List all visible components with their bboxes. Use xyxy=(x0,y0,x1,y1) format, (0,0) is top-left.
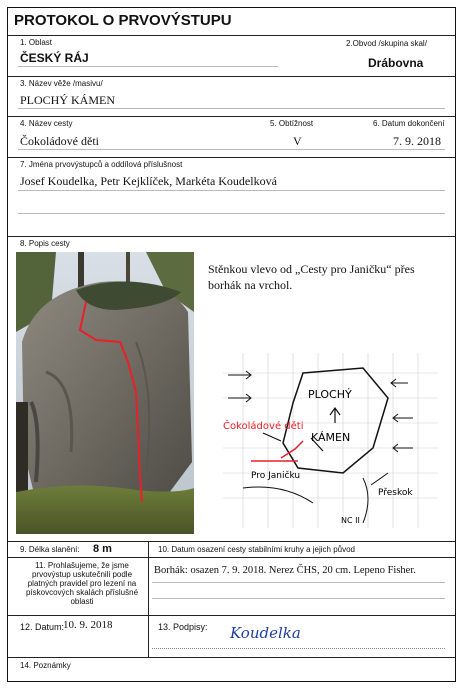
obtiznost-label: 5. Obtížnost xyxy=(270,119,314,128)
datum12-label: 12. Datum: xyxy=(20,622,65,632)
row-divider xyxy=(8,557,455,558)
oblast-value: ČESKÝ RÁJ xyxy=(20,51,89,65)
slaneni-label: 9. Délka slanění: xyxy=(20,545,80,554)
osazeni-value: Borhák: osazen 7. 9. 2018. Nerez ČHS, 20 cm. Lepeno Fisher. xyxy=(154,565,416,576)
column-divider xyxy=(148,541,149,557)
underline xyxy=(18,190,445,191)
slaneni-value: 8 m xyxy=(93,543,112,555)
obvod-value: Drábovna xyxy=(368,56,424,70)
popis-label: 8. Popis cesty xyxy=(20,239,70,248)
jmena-label: 7. Jména prvovýstupců a oddílová příslušnost xyxy=(20,160,183,169)
row-divider xyxy=(8,35,455,36)
column-divider xyxy=(148,557,149,615)
sketch-label-nc: NC II xyxy=(341,516,360,525)
datum-label: 6. Datum dokončení xyxy=(373,119,445,128)
underline xyxy=(152,598,445,599)
sketch-label-kamen: KÁMEN xyxy=(311,431,351,444)
podpisy-label: 13. Podpisy: xyxy=(158,622,208,632)
underline xyxy=(18,108,445,109)
signature-image xyxy=(228,620,318,651)
oblast-label: 1. Oblast xyxy=(20,38,53,47)
column-divider xyxy=(148,615,149,657)
underline xyxy=(18,213,445,214)
sketch-label-route: Čokoládové děti xyxy=(223,421,304,432)
sketch-label-prezkok: Přeskok xyxy=(378,488,413,498)
obvod-label: 2.Obvod /skupina skal/ xyxy=(346,39,427,48)
signature-line xyxy=(152,648,445,649)
row-divider xyxy=(8,157,455,158)
vez-value: PLOCHÝ KÁMEN xyxy=(20,93,116,107)
signature-text: Koudelka xyxy=(230,624,301,642)
datum12-value: 10. 9. 2018 xyxy=(63,619,113,631)
topo-sketch xyxy=(223,353,438,528)
row-divider xyxy=(8,657,455,658)
cesta-value: Čokoládové děti xyxy=(20,134,99,148)
cesta-label: 4. Název cesty xyxy=(20,119,73,128)
page-title: PROTOKOL O PRVOVÝSTUPU xyxy=(14,12,232,29)
row-divider xyxy=(8,541,455,542)
row-divider xyxy=(8,116,455,117)
row-divider xyxy=(8,76,455,77)
sketch-label-plochy: PLOCHÝ xyxy=(308,388,352,401)
row-divider xyxy=(8,236,455,237)
underline xyxy=(18,149,445,150)
row-divider xyxy=(8,615,455,616)
jmena-value: Josef Koudelka, Petr Kejklíček, Markéta Koudelková xyxy=(20,174,277,188)
prohlaseni-text: 11. Prohlašujeme, že jsme prvovýstup uskutečnili podle platných pravidel pro lezení na pískovcových skalách příslušné oblasti xyxy=(25,561,139,606)
osazeni-label: 10. Datum osazení cesty stabilními kruhy a jejich původ xyxy=(158,545,355,554)
protocol-form xyxy=(7,7,456,682)
underline xyxy=(18,66,278,67)
poznamky-label: 14. Poznámky xyxy=(20,661,71,670)
rock-photo xyxy=(16,252,194,534)
datum-value: 7. 9. 2018 xyxy=(393,134,441,148)
vez-label: 3. Název věže /masivu/ xyxy=(20,79,103,88)
obtiznost-value: V xyxy=(293,134,302,148)
underline xyxy=(152,582,445,583)
popis-value: Stěnkou vlevo od „Cesty pro Janičku“ přes borhák na vrchol. xyxy=(208,262,415,292)
sketch-label-janicku: Pro Janičku xyxy=(251,471,301,481)
